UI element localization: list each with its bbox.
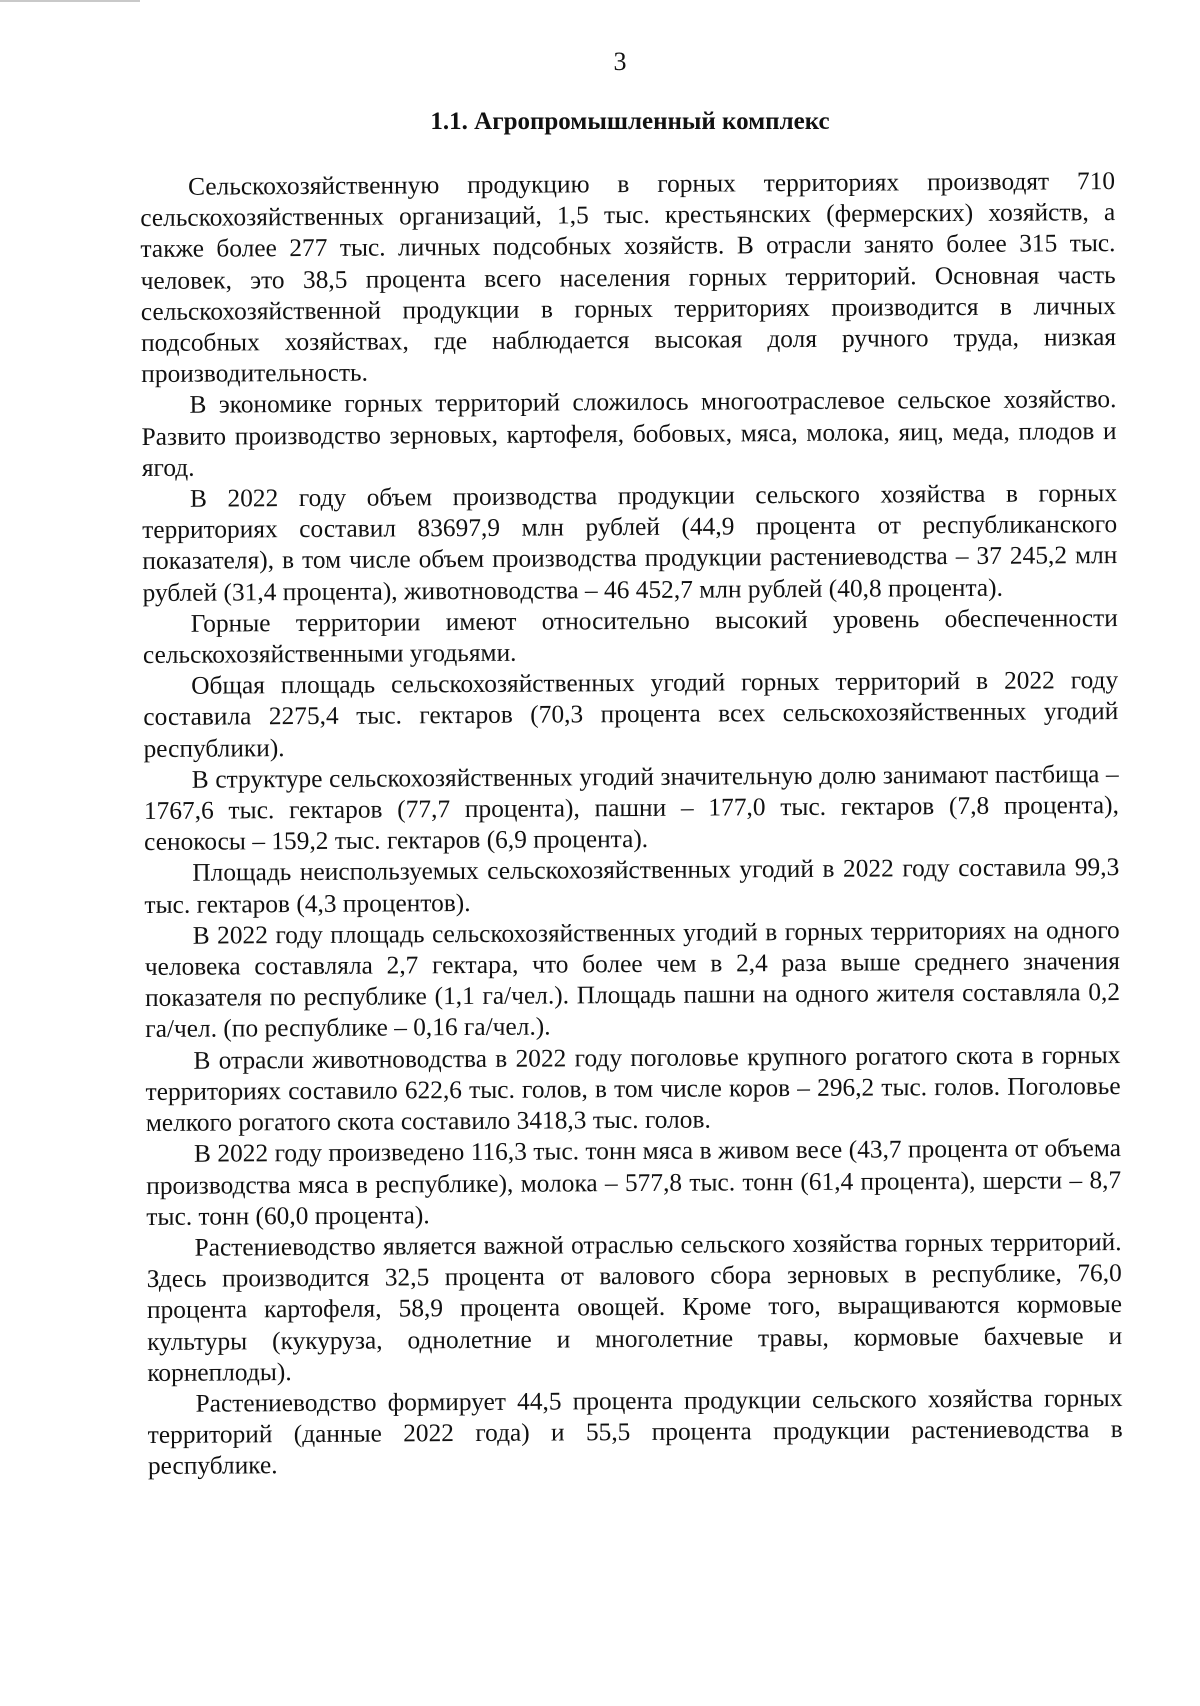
- paragraph: В 2022 году объем производства продукции сельского хозяйства в горных территориях составил 83697,9 млн рублей (44,9 процента от республиканского показателя), в том числе объем производства продукции растениеводства – 37 245,2 млн рублей (31,4 процента), животноводства – 46 452,7 млн рублей (40,8 процента).: [142, 479, 1118, 607]
- scan-edge-line: [0, 0, 140, 2]
- page-number: 3: [613, 47, 627, 76]
- section-title: 1.1. Агропромышленный комплекс: [430, 108, 830, 135]
- paragraph: Сельскохозяйственную продукцию в горных территориях производят 710 сельскохозяйственных организаций, 1,5 тыс. крестьянских (фермерских) хозяйств, а также более 277 тыс. личных подсобных хозяйств. В отрасли занято более 315 тыс. человек, это 38,5 процента всего населения горных территорий. Основная часть сельскохозяйственной продукции в горных территориях производится в личных подсобных хозяйствах, где наблюдается высокая доля ручного труда, низкая производительность.: [140, 167, 1117, 389]
- paragraph: В 2022 году площадь сельскохозяйственных угодий в горных территориях на одного человека составляла 2,7 гектара, что более чем в 2,4 раза выше среднего значения показателя по республике (1,1 га/чел.). Площадь пашни на одного жителя составляла 0,2 га/чел. (по республике – 0,16 га/чел.).: [144, 915, 1121, 1044]
- paragraph: В отрасли животноводства в 2022 году поголовье крупного рогатого скота в горных территориях составило 622,6 тыс. голов, в том числе коров – 296,2 тыс. голов. Поголовье мелкого рогатого скота составило 3418,3 тыс. голов.: [145, 1040, 1121, 1138]
- paragraph: В экономике горных территорий сложилось многоотраслевое сельское хозяйство. Развито производство зерновых, картофеля, бобовых, мяса, молока, яиц, меда, плодов и ягод.: [141, 385, 1117, 482]
- paragraph: В 2022 году произведено 116,3 тыс. тонн мяса в живом весе (43,7 процента от объема производства мяса в республике), молока – 577,8 тыс. тонн (61,4 процента), шерсти – 8,7 тыс. тонн (60,0 процента).: [146, 1134, 1122, 1231]
- paragraph: Общая площадь сельскохозяйственных угодий горных территорий в 2022 году составила 2275,4 тыс. гектаров (70,3 процента всех сельскохозяйственных угодий республики).: [143, 666, 1119, 763]
- paragraph: Площадь неиспользуемых сельскохозяйственных угодий в 2022 году составила 99,3 тыс. гектаров (4,3 процентов).: [144, 853, 1120, 919]
- paragraph: Горные территории имеют относительно высокий уровень обеспеченности сельскохозяйственными угодьями.: [142, 603, 1118, 670]
- paragraph: В структуре сельскохозяйственных угодий значительную долю занимают пастбища – 1767,6 тыс. гектаров (77,7 процента), пашни – 177,0 тыс. гектаров (7,8 процента), сенокосы – 159,2 тыс. гектаров (6,9 процента).: [143, 759, 1119, 857]
- body-text: [140, 166, 1123, 1482]
- paragraph: Растениеводство является важной отраслью сельского хозяйства горных территорий. Здесь производится 32,5 процента от валового сбора зерновых в республике, 76,0 процента картофеля, 58,9 процента овощей. Кроме того, выращиваются кормовые культуры (кукуруза, однолетние и многолетние травы, кормовые бахчевые и корнеплоды).: [146, 1227, 1123, 1387]
- paragraph: Растениеводство формирует 44,5 процента продукции сельского хозяйства горных территорий (данные 2022 года) и 55,5 процента продукции растениеводства в республике.: [147, 1383, 1123, 1481]
